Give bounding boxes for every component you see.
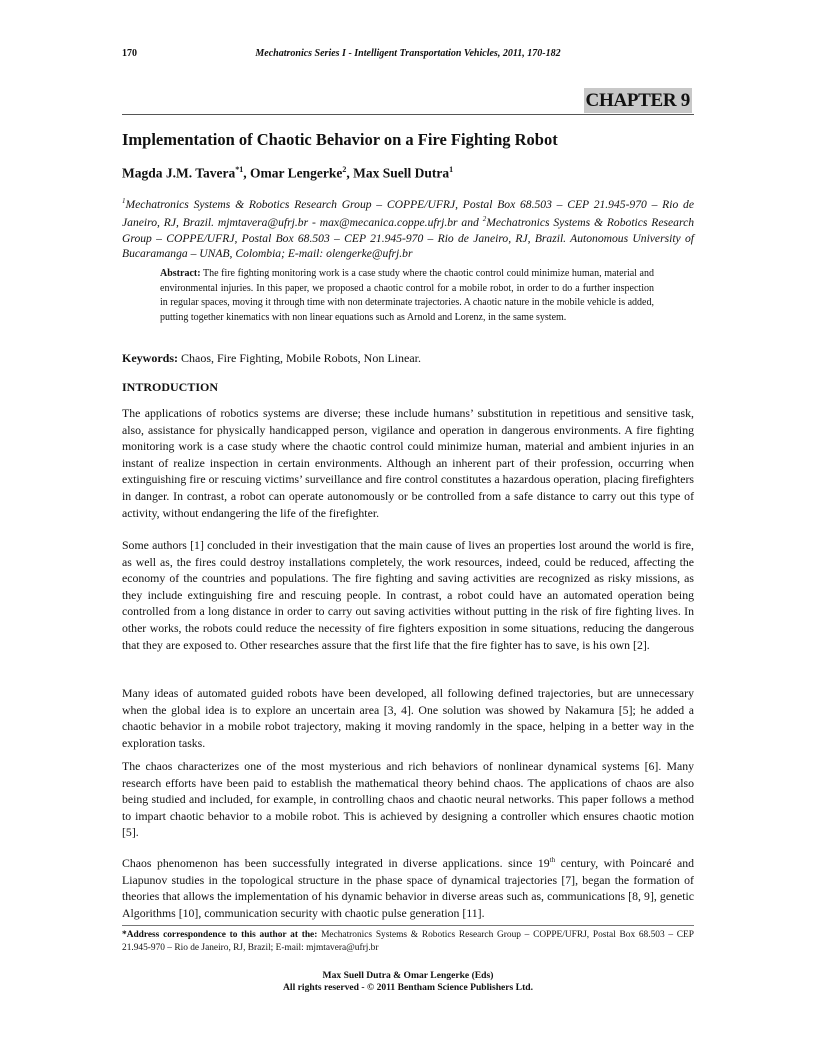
chapter-label: CHAPTER 9 xyxy=(585,90,690,111)
editors-line: Max Suell Dutra & Omar Lengerke (Eds) xyxy=(322,970,494,981)
page-number: 170 xyxy=(122,48,137,59)
affil-mark: 1 xyxy=(122,197,126,205)
section-heading: INTRODUCTION xyxy=(122,380,219,394)
keywords-text: Chaos, Fire Fighting, Mobile Robots, Non Linear. xyxy=(178,351,421,365)
paper-title: Implementation of Chaotic Behavior on a Fire Fighting Robot xyxy=(122,130,558,149)
chapter-header xyxy=(122,88,694,115)
author-mark: *1 xyxy=(235,165,244,174)
abstract-label: Abstract: xyxy=(160,268,201,279)
affiliations xyxy=(122,194,694,261)
author-name: Omar Lengerke xyxy=(250,165,343,181)
author-name: Magda J.M. Tavera xyxy=(122,165,236,181)
footnote-divider xyxy=(122,925,694,926)
author-mark: 2 xyxy=(342,165,347,174)
journal-citation: Mechatronics Series I - Intelligent Transportation Vehicles, 2011, 170-182 xyxy=(255,48,561,59)
author-list: Magda J.M. Tavera$^{*1}$, Omar Lengerke$^2$, Max Suell Dutra$^1$ xyxy=(122,165,454,181)
keywords xyxy=(122,351,421,366)
body-paragraph: The applications of robotics systems are diverse; these include humans’ substitution in repetitious and sensitive task, also, assistance for physically handicapped person, vigilance and operation in dangerous environments. A fire fighting monitoring work is a case study where the chaotic control could minimize human, material and ambient injuries in an instant of realize inspection in certain environments. Although an inherent part of their profession, occurring when extinguishing fire or rescuing victims’ surveillance and fire control constitutes a hazardous operation, placing firefighters in danger. In contrast, a robot can operate autonomously or be controlled from a safe distance to carry out this type of activity, without endangering the life of the firefighter. xyxy=(122,406,694,520)
body-paragraph: Some authors [1] concluded in their investigation that the main cause of lives an properties lost around the world is fire, as well as, the fires could destroy installations completely, the work resources, indeed, could be reduced, affecting the economy of the countries and populations. The fire fighting and saving activities are recognized as risky missions, as they include extinguishing fire and rescuing people. In contrast, a robot could have an automated operation being controlled from a long distance in order to carry out saving activities without putting in the risk of fire fighting lives. In other works, the robots could reduce the necessity of fire fighters exposition in some situations, reducing the dangerous that they are exposed to. Other researches assure that the first life that the fire fighter has to save, is his own [2]. xyxy=(122,538,694,652)
page-footer xyxy=(122,970,694,994)
paragraph-text: century, with Poincaré and Liapunov studies in the topological structure in the phase space of dynamical trajectories [7], began the formation of theories that allows the implementation of his dynamic behavior in diverse areas such as, communications [8, 9], genetic Algorithms [10], communication security with chaotic pulse generation [11]. xyxy=(122,855,694,920)
affil-text-2: Mechatronics Systems & Robotics Research Group – COPPE/UFRJ, Postal Box 68.503 – CEP 21.945-970 – Rio de Janeiro, RJ, Brazil. Autonomous University of Bucaramanga – UNAB, Colombia; E-mail: olengerke@ufrj.br xyxy=(122,216,695,260)
affil-text-1: Mechatronics Systems & Robotics Research Group – COPPE/UFRJ, Postal Box 68.503 – CEP 21.945-970 – Rio de Janeiro, RJ, Brazil. mjmtavera@ufrj.br - max@mecanica.coppe.ufrj.br and xyxy=(122,197,694,230)
correspondence-footnote xyxy=(122,929,694,954)
author-mark: 1 xyxy=(449,165,454,174)
affil-mark: 2 xyxy=(482,215,487,224)
copyright-line: All rights reserved - © 2011 Bentham Science Publishers Ltd. xyxy=(282,982,534,993)
body-paragraph: The chaos characterizes one of the most mysterious and rich behaviors of nonlinear dynamical systems [6]. Many research efforts have been paid to establish the mathematical theory behind chaos. The applications of chaos are also being studied and included, for example, in controlling chaos and chaotic neural networks. This paper follows a method to impart chaotic behavior to a mobile robot. This is achieved by designing a controller which ensures chaotic motion [5]. xyxy=(122,759,694,840)
author-name: Max Suell Dutra xyxy=(353,165,450,181)
keywords-label: Keywords: xyxy=(122,351,178,365)
body-paragraph xyxy=(122,852,694,921)
abstract xyxy=(160,267,654,325)
footnote-text: Mechatronics Systems & Robotics Research Group – COPPE/UFRJ, Postal Box 68.503 – CEP 21.945-970 – Rio de Janeiro, RJ, Brazil; E-mail: mjmtavera@ufrj.br xyxy=(122,930,694,953)
footnote-label: *Address correspondence to this author at the: xyxy=(122,930,318,940)
abstract-text: The fire fighting monitoring work is a case study where the chaotic control could minimize human, material and environmental injuries. In this paper, we proposed a chaotic control for a mobile robot, in order to do a further inspection in regular spaces, moving it through time with non determinate trajectories. A chaotic nature in the mobile vehicle is added, putting together kinematics with non linear equations such as Arnold and Lorenz, in the same system. xyxy=(160,268,654,323)
superscript: th xyxy=(549,856,556,864)
body-paragraph: Many ideas of automated guided robots have been developed, all following defined trajectories, but are unnecessary when the global idea is to explore an uncertain area [3, 4]. One solution was showed by Nakamura [5]; he added a chaotic behavior in a mobile robot trajectory, making it moving randomly in the space, helping in a better way in the exploration tasks. xyxy=(122,686,694,750)
paragraph-text: Chaos phenomenon has been successfully integrated in diverse applications. since 19 xyxy=(122,855,550,870)
